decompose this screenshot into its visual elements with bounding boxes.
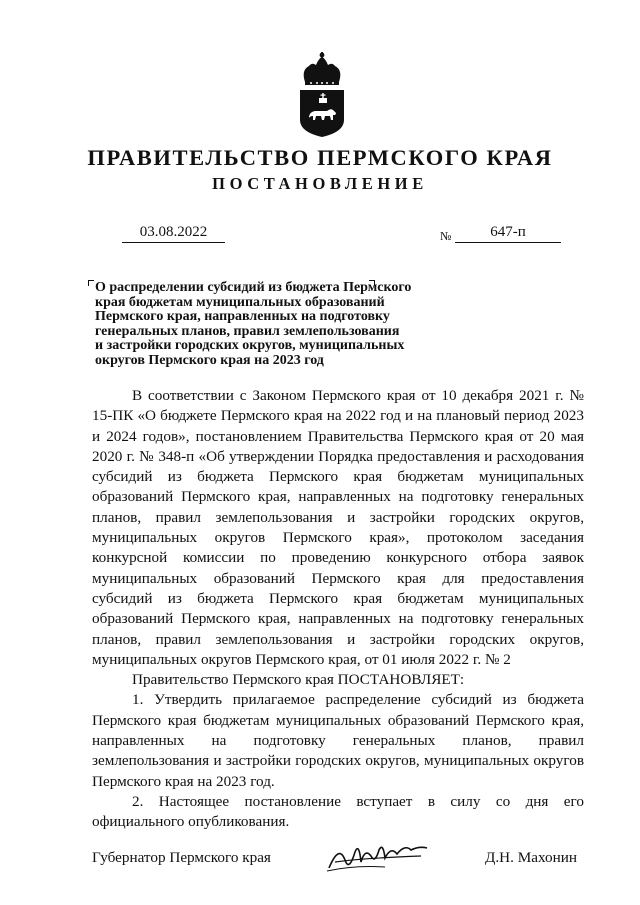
heading-line: генеральных планов, правил землепользования [95, 323, 400, 339]
paragraph-item-2: 2. Настоящее постановление вступает в силу со дня его официального опубликования. [92, 792, 584, 831]
page-title: ПРАВИТЕЛЬСТВО ПЕРМСКОГО КРАЯ [87, 145, 553, 170]
heading-line: края бюджетам муниципальных образований [95, 294, 385, 310]
document-heading [95, 281, 465, 368]
heading-line: округов Пермского края на 2023 год [95, 352, 324, 368]
heading-line: О распределении субсидий из бюджета Пермского [95, 280, 412, 295]
heading-bracket-left [88, 280, 94, 286]
paragraph-item-1: 1. Утвердить прилагаемое распределение субсидий из бюджета Пермского края бюджетам муниципальных образований Пермского края, направленных на подготовку генеральных планов, правил землепользования и застройки городских округов, муниципальных округов Пермского края на 2023 год. [92, 691, 584, 790]
heading-line: Пермского края, направленных на подготовку [95, 309, 390, 324]
paragraph-preamble: В соответствии с Законом Пермского края от 10 декабря 2021 г. № 15-ПК «О бюджете Пермского края на 2022 год и на плановый период 2023 и 2024 годов», постановлением Правительства Пермского края от 20 мая 2020 г. № 348-п «Об утверждении Порядка предоставления и расходования субсидий из бюджета Пермского края бюджетам муниципальных образований Пермского края, направленных на подготовку генеральных планов, правил землепользования и застройки городских округов, муниципальных округов Пермского края», протоколом заседания конкурсной комиссии по проведению конкурсного отбора заявок муниципальных образований Пермского края для предоставления субсидий из бюджета Пермского края бюджетам муниципальных образований Пермского края, направленных на подготовку генеральных планов, правил землепользования и застройки городских округов, муниципальных округов Пермского края, от 01 июля 2022 г. № 2 [92, 387, 584, 668]
document-type: ПОСТАНОВЛЕНИЕ [212, 174, 428, 193]
heading-line: и застройки городских округов, муниципальных [95, 338, 405, 353]
signatory-role: Губернатор Пермского края [92, 849, 271, 866]
number-sign: № [440, 229, 452, 243]
signatory-name: Д.Н. Махонин [485, 849, 577, 866]
document-date: 03.08.2022 [122, 224, 225, 243]
handwritten-signature [325, 838, 430, 874]
document-body [92, 386, 584, 833]
paragraph-resolution: Правительство Пермского края ПОСТАНОВЛЯЕТ: [132, 671, 465, 689]
coat-of-arms-icon [297, 52, 347, 138]
document-number: 647-п [455, 224, 561, 243]
